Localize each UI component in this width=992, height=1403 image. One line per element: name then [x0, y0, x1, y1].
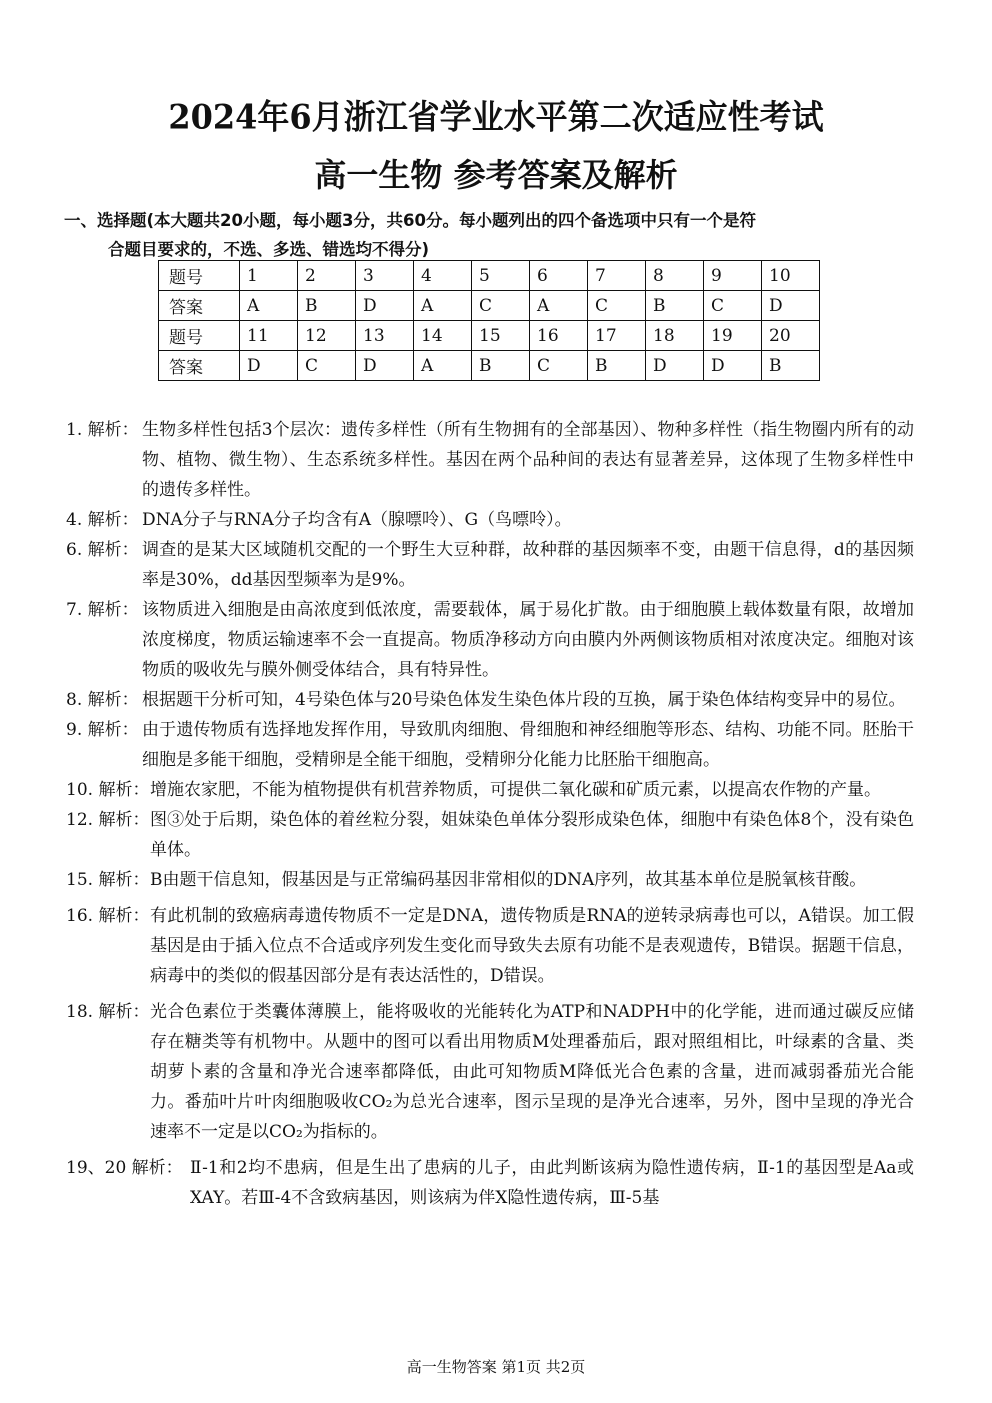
item-text: 光合色素位于类囊体薄膜上，能将吸收的光能转化为ATP和NADPH中的化学能，进而通过碳反应储存在糖类等有机物中。从题中的图可以看出用物质M处理番茄后，跟对照组相比，叶绿素的含量、类胡萝卜素的含量和净光合速率都降低，由此可知物质M降低光合色素的含量，进而减弱番茄光合能力。番茄叶片叶肉细胞吸收CO₂为总光合速率，图示呈现的是净光合速率，另外，图中呈现的净光合速率不一定是以CO₂为指标的。 — [150, 1002, 914, 1142]
table-cell: 6 — [530, 261, 588, 291]
table-cell: 20 — [762, 321, 820, 351]
table-cell: D — [356, 351, 414, 381]
item-text: Ⅱ-1和2均不患病，但是生出了患病的儿子，由此判断该病为隐性遗传病，Ⅱ-1的基因型是Aa或XAY。若Ⅲ-4不含致病基因，则该病为伴X隐性遗传病，Ⅲ-5基 — [190, 1158, 914, 1208]
table-cell: C — [704, 291, 762, 321]
item-number: 10. 解析： — [66, 780, 150, 800]
table-cell: 13 — [356, 321, 414, 351]
table-cell: 8 — [646, 261, 704, 291]
explanation-item — [66, 685, 914, 715]
table-cell: D — [762, 291, 820, 321]
item-text: DNA分子与RNA分子均含有A（腺嘌呤）、G（鸟嘌呤）。 — [142, 510, 572, 530]
answer-table — [158, 260, 820, 381]
table-cell: B — [588, 351, 646, 381]
table-cell: C — [298, 351, 356, 381]
item-number: 18. 解析： — [66, 1002, 150, 1022]
table-cell: 7 — [588, 261, 646, 291]
item-number: 9. 解析： — [66, 720, 139, 740]
explanation-item — [66, 775, 914, 805]
table-cell: D — [646, 351, 704, 381]
table-cell: 18 — [646, 321, 704, 351]
item-text: 由于遗传物质有选择地发挥作用，导致肌肉细胞、骨细胞和神经细胞等形态、结构、功能不同。胚胎干细胞是多能干细胞，受精卵是全能干细胞，受精卵分化能力比胚胎干细胞高。 — [142, 720, 914, 770]
table-cell: 16 — [530, 321, 588, 351]
explanation-item — [66, 1153, 914, 1213]
table-cell: 5 — [472, 261, 530, 291]
item-text: 生物多样性包括3个层次：遗传多样性（所有生物拥有的全部基因）、物种多样性（指生物圈内所有的动物、植物、微生物）、生态系统多样性。基因在两个品种间的表达有显著差异，这体现了生物多样性中的遗传多样性。 — [142, 420, 914, 500]
table-cell: 19 — [704, 321, 762, 351]
table-cell: 1 — [240, 261, 298, 291]
item-number: 1. 解析： — [66, 420, 139, 440]
table-cell: C — [530, 351, 588, 381]
explanation-item — [66, 865, 914, 895]
table-header-cell: 题号 — [159, 321, 240, 351]
item-number: 8. 解析： — [66, 690, 139, 710]
table-cell: D — [356, 291, 414, 321]
table-cell: 9 — [704, 261, 762, 291]
explanation-item — [66, 715, 914, 775]
table-cell: 10 — [762, 261, 820, 291]
table-cell: B — [298, 291, 356, 321]
table-row — [159, 291, 820, 321]
item-text: 该物质进入细胞是由高浓度到低浓度，需要载体，属于易化扩散。由于细胞膜上载体数量有限，故增加浓度梯度，物质运输速率不会一直提高。物质净移动方向由膜内外两侧该物质相对浓度决定。细胞对该物质的吸收先与膜外侧受体结合，具有特异性。 — [142, 600, 914, 680]
explanation-item — [66, 415, 914, 505]
item-number: 12. 解析： — [66, 810, 150, 830]
table-cell: B — [646, 291, 704, 321]
explanation-item — [66, 535, 914, 595]
table-cell: 11 — [240, 321, 298, 351]
item-text: B由题干信息知，假基因是与正常编码基因非常相似的DNA序列，故其基本单位是脱氧核苷酸。 — [150, 870, 867, 890]
item-number: 16. 解析： — [66, 906, 150, 926]
table-row — [159, 261, 820, 291]
table-cell: 3 — [356, 261, 414, 291]
explanation-list — [66, 415, 914, 1213]
table-cell: C — [588, 291, 646, 321]
page-title: 2024年6月浙江省学业水平第二次适应性考试 — [168, 97, 824, 137]
table-cell: A — [530, 291, 588, 321]
table-header-cell: 答案 — [159, 291, 240, 321]
table-row — [159, 321, 820, 351]
page-footer: 高一生物答案 第1页 共2页 — [406, 1358, 586, 1376]
item-number: 7. 解析： — [66, 600, 139, 620]
item-number: 19、20 解析： — [66, 1158, 183, 1178]
table-header-cell: 题号 — [159, 261, 240, 291]
explanation-item — [66, 595, 914, 685]
explanation-item — [66, 505, 914, 535]
table-cell: B — [472, 351, 530, 381]
table-cell: C — [472, 291, 530, 321]
section-heading — [64, 206, 924, 264]
explanation-item — [66, 901, 914, 991]
item-text: 增施农家肥，不能为植物提供有机营养物质，可提供二氧化碳和矿质元素，以提高农作物的产量。 — [150, 780, 881, 800]
section-heading-line2: 合题目要求的，不选、多选、错选均不得分) — [108, 240, 430, 259]
item-number: 15. 解析： — [66, 870, 150, 890]
table-cell: A — [414, 351, 472, 381]
table-row — [159, 351, 820, 381]
table-cell: 15 — [472, 321, 530, 351]
explanation-item — [66, 997, 914, 1147]
table-cell: 2 — [298, 261, 356, 291]
table-cell: D — [704, 351, 762, 381]
item-text: 根据题干分析可知，4号染色体与20号染色体发生染色体片段的互换，属于染色体结构变异中的易位。 — [142, 690, 906, 710]
item-text: 图③处于后期，染色体的着丝粒分裂，姐妹染色单体分裂形成染色体，细胞中有染色体8个，没有染色单体。 — [150, 810, 914, 860]
table-cell: 14 — [414, 321, 472, 351]
section-heading-line1: 一、选择题(本大题共20小题，每小题3分，共60分。每小题列出的四个备选项中只有一个是符 — [64, 211, 756, 230]
table-header-cell: 答案 — [159, 351, 240, 381]
page-subtitle: 高一生物 参考答案及解析 — [314, 156, 678, 194]
item-number: 6. 解析： — [66, 540, 139, 560]
table-cell: D — [240, 351, 298, 381]
table-cell: B — [762, 351, 820, 381]
table-cell: 4 — [414, 261, 472, 291]
item-text: 调查的是某大区域随机交配的一个野生大豆种群，故种群的基因频率不变，由题干信息得，d的基因频率是30%，dd基因型频率为是9%。 — [142, 540, 914, 590]
table-cell: 12 — [298, 321, 356, 351]
explanation-item — [66, 805, 914, 865]
table-cell: A — [240, 291, 298, 321]
table-cell: A — [414, 291, 472, 321]
table-cell: 17 — [588, 321, 646, 351]
item-number: 4. 解析： — [66, 510, 139, 530]
item-text: 有此机制的致癌病毒遗传物质不一定是DNA，遗传物质是RNA的逆转录病毒也可以，A错误。加工假基因是由于插入位点不合适或序列发生变化而导致失去原有功能不是表观遗传，B错误。据题干信息，病毒中的类似的假基因部分是有表达活性的，D错误。 — [150, 906, 914, 986]
